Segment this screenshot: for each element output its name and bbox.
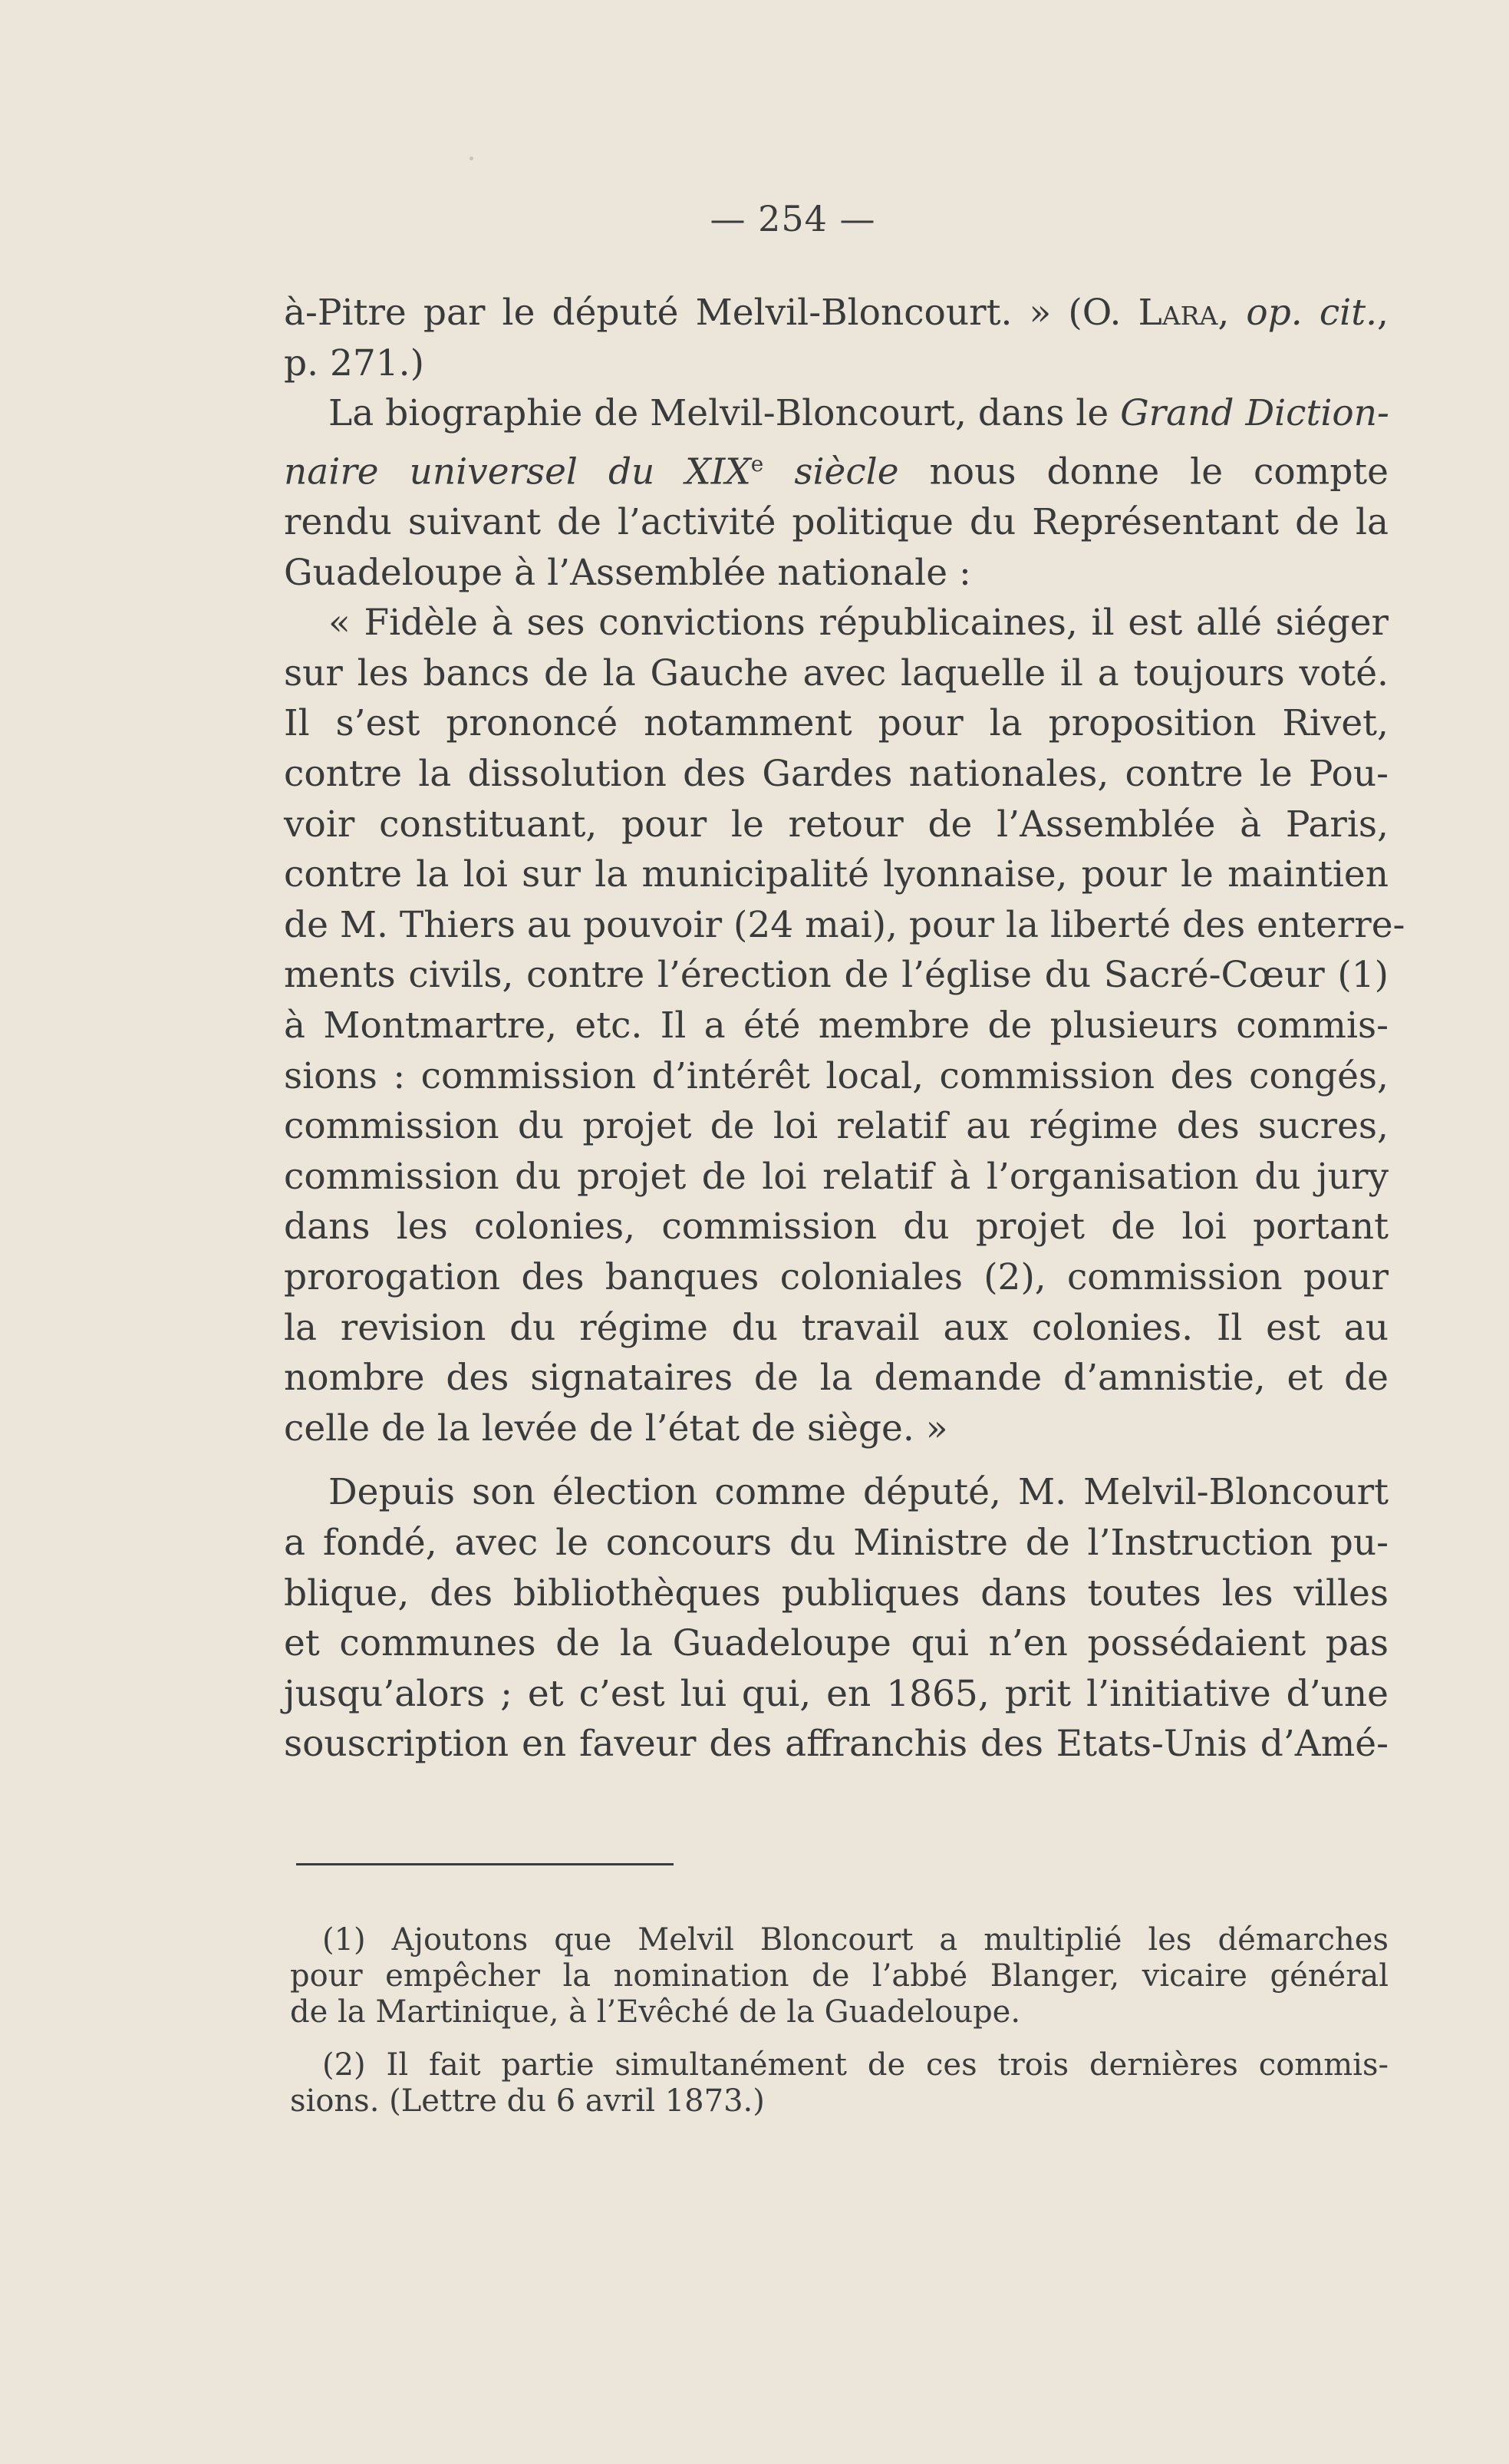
text-run: prorogation des banques coloniales (2), commission pour [284,1255,1389,1298]
text-line [284,800,1389,850]
text-run: sions : commission d’intérêt local, commission des congés, [284,1054,1389,1097]
text-run: , [1217,292,1247,334]
text-run: rendu suivant de l’activité politique du Représentant de la [284,501,1389,544]
text-run: , [1377,292,1389,334]
italic-run: siècle [794,450,899,493]
footnote-line: de la Martinique, à l’Evêché de la Guadeloupe. [290,1994,1021,2030]
text-run: ments civils, contre l’érection de l’église du Sacré-Cœur (1) [284,954,1389,997]
footnote [290,1922,1389,2030]
text-run: « Fidèle à ses convictions républicaines, il est allé siéger [328,602,1389,645]
text-line [284,338,1389,389]
text-run: nombre des signataires de la demande d’amnistie, et de [284,1357,1389,1400]
text-run: nous donne le compte [898,450,1389,493]
text-line [284,1467,1389,1518]
text-run: a fondé, avec le concours du Ministre de l’Instruction pu- [284,1521,1389,1564]
text-line [284,1252,1389,1303]
text-line [284,849,1389,900]
italic-run: naire universel du XIX [284,450,751,493]
text-line [284,698,1389,749]
text-line [284,1353,1389,1404]
paragraph [284,388,1389,598]
text-run: commission du projet de loi relatif à l’organisation du jury [284,1155,1389,1198]
footnote-separator [296,1863,674,1865]
paragraph [284,1467,1389,1770]
text-run: souscription en faveur des affranchis des Etats-Unis d’Amé- [284,1723,1389,1766]
footnotes [290,1922,1389,2136]
text-line [284,648,1389,699]
footnote-line: (1) Ajoutons que Melvil Bloncourt a multiplié les démarches [322,1922,1389,1958]
text-line [284,439,1389,497]
italic-run: op. cit. [1246,292,1378,334]
text-line [284,1719,1389,1770]
text-line [284,1152,1389,1202]
text-line [284,749,1389,800]
text-run: la revision du régime du travail aux colonies. Il est au [284,1306,1389,1349]
text-line [284,288,1389,338]
text-run: à-Pitre par le député Melvil-Bloncourt. » (O. [284,292,1138,334]
text-run: La biographie de Melvil-Bloncourt, dans le [328,392,1121,435]
text-line [284,900,1405,951]
italic-run: Grand Diction- [1120,392,1389,435]
small-caps-run: Lara [1138,292,1218,334]
text-line [284,1303,1389,1354]
text-line [284,1051,1389,1102]
text-run: à Montmartre, etc. Il a été membre de plusieurs commis- [284,1004,1389,1047]
footnote-line: sions. (Lettre du 6 avril 1873.) [290,2083,765,2119]
superscript: e [750,450,764,477]
paragraph [284,288,1389,388]
text-run: voir constituant, pour le retour de l’Assemblée à Paris, [284,803,1389,846]
text-run: contre la dissolution des Gardes nationales, contre le Pou- [284,753,1389,795]
text-run: Il s’est prononcé notamment pour la proposition Rivet, [284,702,1389,745]
text-line [284,1669,1389,1720]
text-run: blique, des bibliothèques publiques dans toutes les villes [284,1572,1389,1615]
text-run: sur les bancs de la Gauche avec laquelle il a toujours voté. [284,651,1389,694]
text-run: Guadeloupe à l’Assemblée nationale : [284,551,971,594]
text-line [284,1618,1389,1669]
body-text [284,288,1405,1770]
footnote-line: (2) Il fait partie simultanément de ces trois dernières commis- [322,2047,1389,2083]
text-run: jusqu’alors ; et c’est lui qui, en 1865, prit l’initiative d’une [284,1672,1389,1715]
text-run: p. 271.) [284,341,424,384]
text-line [284,1101,1389,1152]
text-run: de M. Thiers au pouvoir (24 mai), pour la liberté des enterre- [284,903,1405,946]
text-line [284,598,1389,648]
text-run: dans les colonies, commission du projet de loi portant [284,1206,1389,1248]
paragraph [284,598,1405,1453]
text-line [284,950,1389,1001]
text-run: celle de la levée de l’état de siège. » [284,1407,948,1450]
text-line [284,1568,1389,1619]
text-run: et communes de la Guadeloupe qui n’en possédaient pas [284,1622,1389,1665]
text-line [284,1518,1389,1568]
page-number: — 254 — [710,198,876,239]
text-line [284,497,1389,548]
text-line [284,548,1389,599]
footnote-line: pour empêcher la nomination de l’abbé Blanger, vicaire général [290,1958,1389,1994]
paper-speck [470,157,473,160]
text-run: contre la loi sur la municipalité lyonnaise, pour le maintien [284,853,1389,896]
text-line [284,1001,1389,1051]
text-line [284,1404,1389,1454]
text-line [284,388,1389,439]
text-line [284,1202,1389,1252]
text-run: commission du projet de loi relatif au régime des sucres, [284,1105,1389,1148]
text-run [763,450,794,493]
text-run: Depuis son élection comme député, M. Melvil-Bloncourt [328,1471,1389,1514]
footnote [290,2047,1389,2119]
